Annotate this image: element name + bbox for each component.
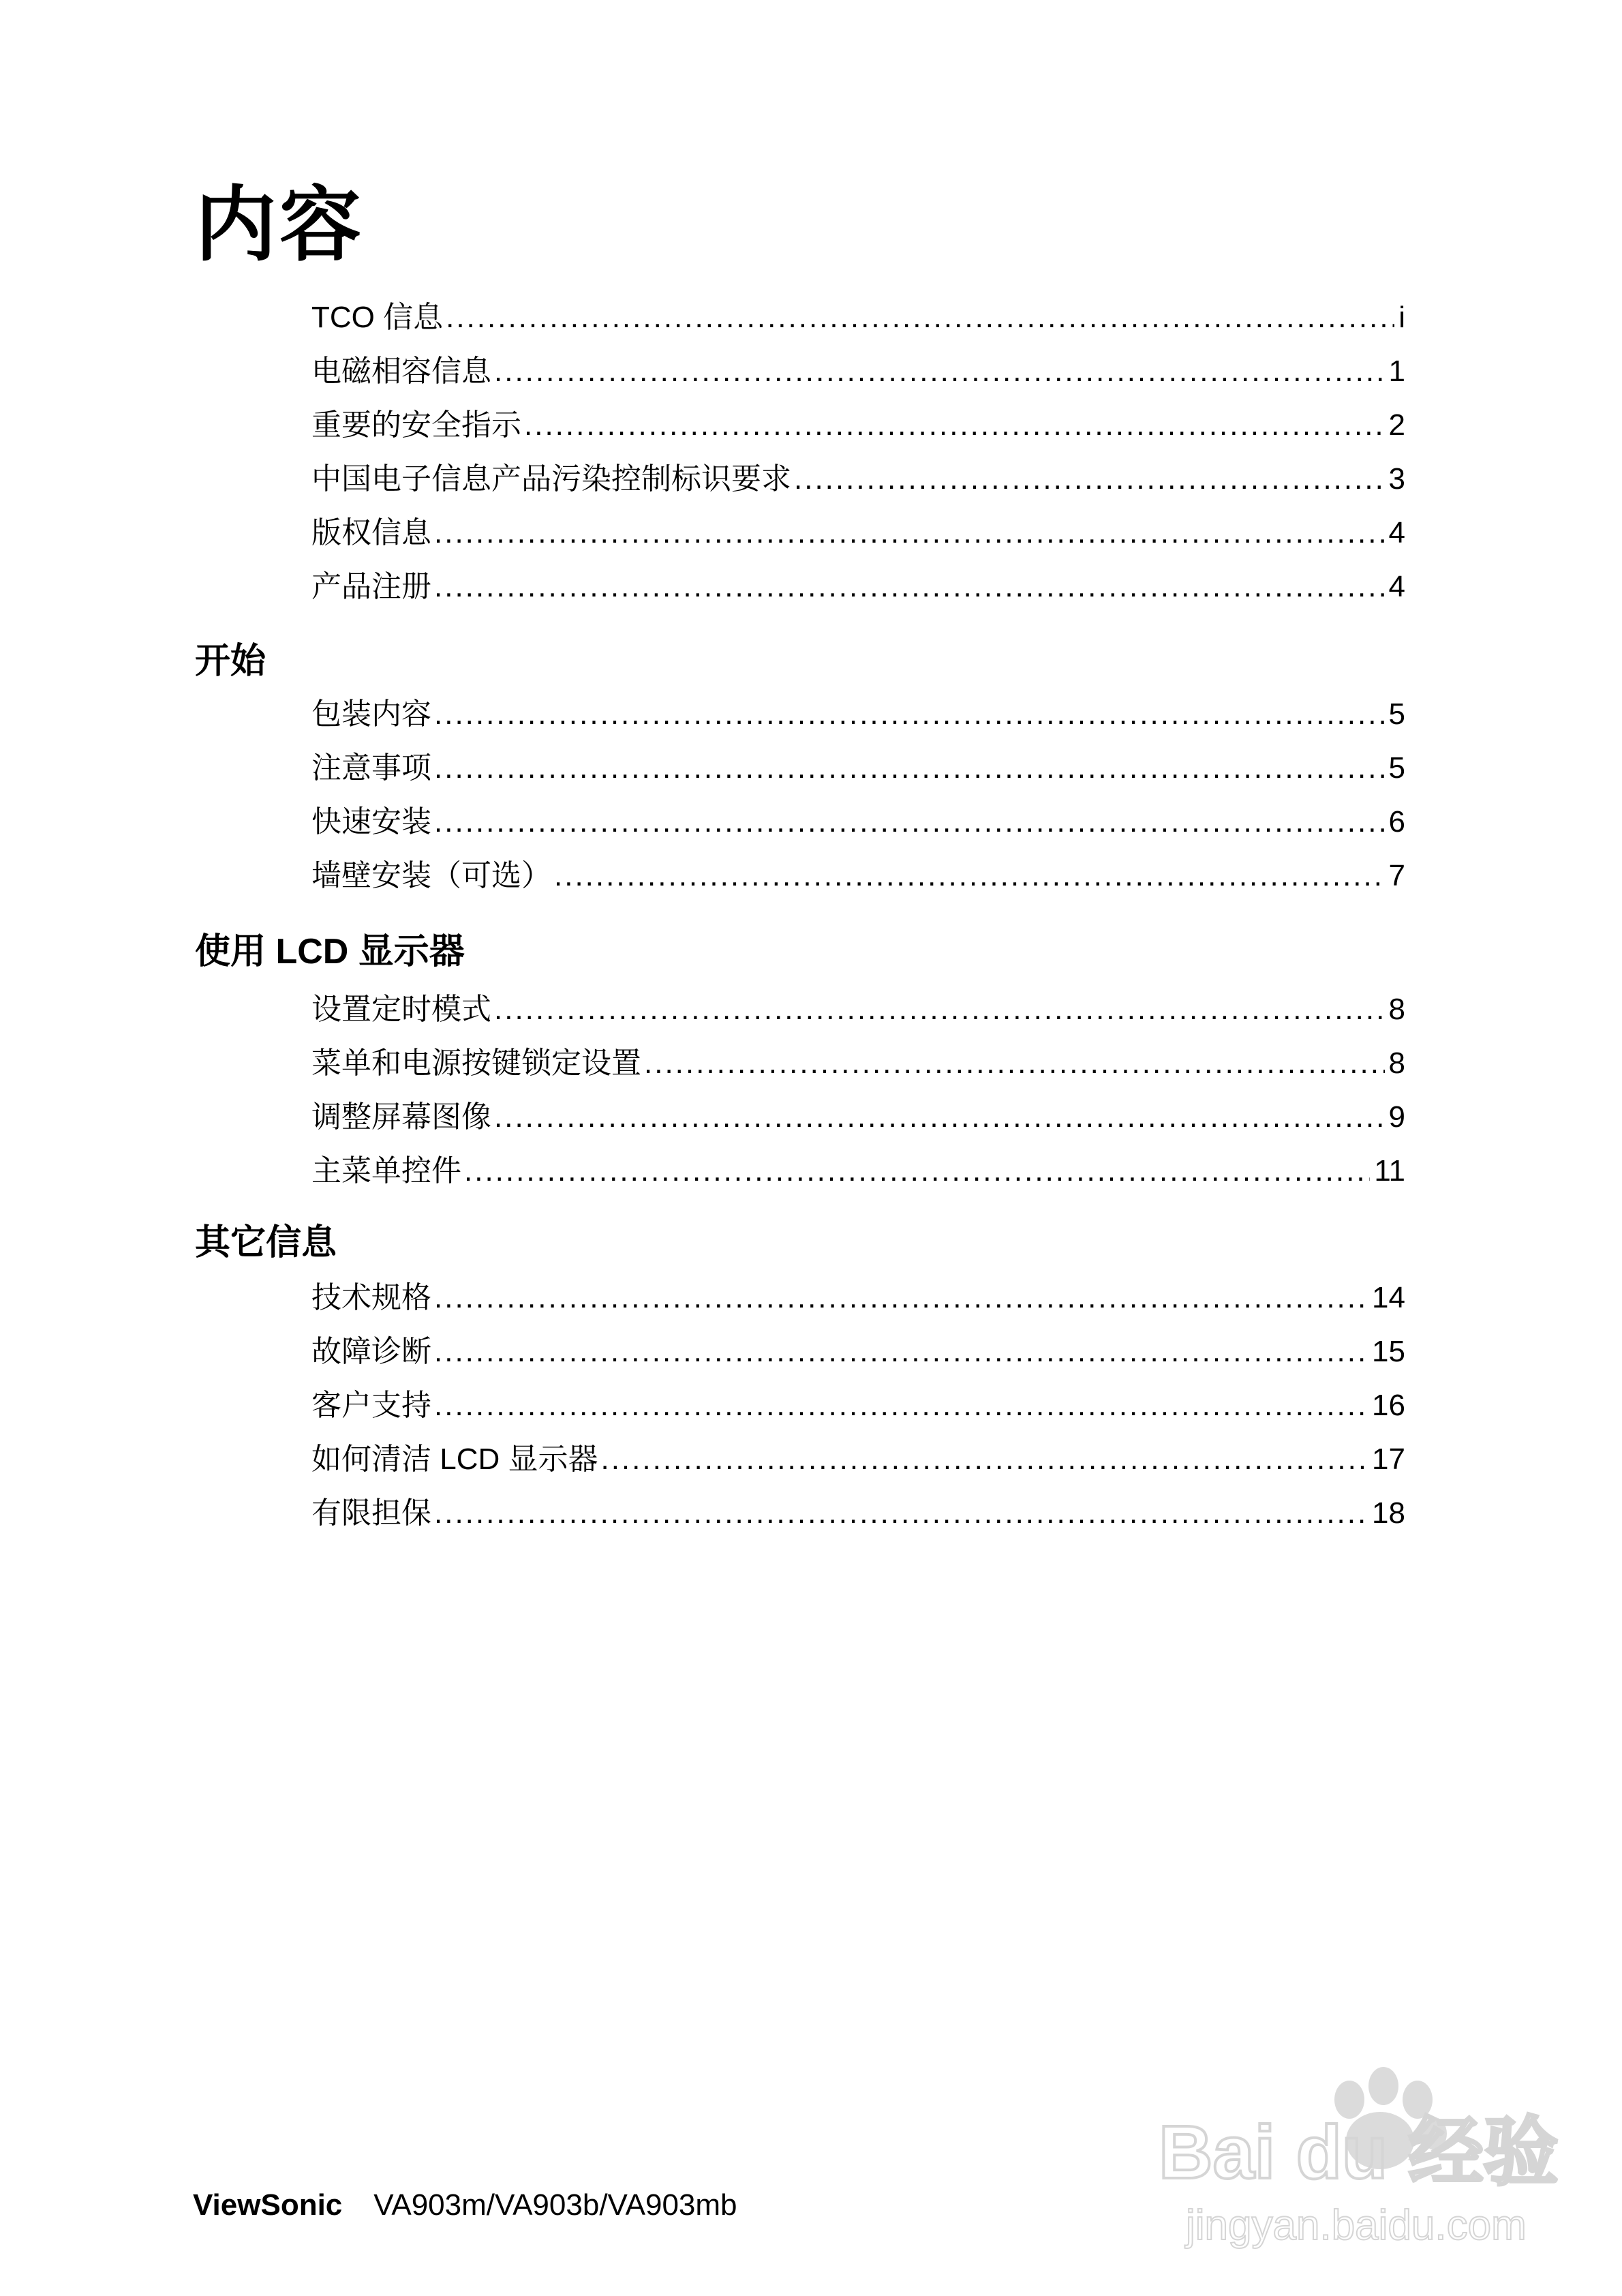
section-heading: 其它信息 — [195, 1223, 337, 1263]
toc-leader-dots — [434, 807, 1385, 837]
toc-entry[interactable] — [311, 518, 1405, 548]
toc-entry-page: 17 — [1372, 1442, 1405, 1476]
toc-entry-page: 18 — [1372, 1496, 1405, 1530]
toc-entry[interactable] — [311, 303, 1405, 333]
section-heading: 使用 LCD 显示器 — [195, 932, 465, 971]
toc-leader-dots — [446, 303, 1394, 333]
toc-entry-label: 包装内容 — [311, 697, 431, 731]
toc-entry-page: 9 — [1388, 1100, 1405, 1134]
toc-entry-label: 主菜单控件 — [311, 1154, 461, 1188]
toc-entry-label: 设置定时模式 — [311, 993, 491, 1026]
toc-leader-dots — [434, 753, 1385, 783]
footer-model: VA903m/VA903b/VA903mb — [373, 2188, 737, 2222]
toc-entry[interactable] — [311, 1156, 1405, 1186]
toc-entry-label: 版权信息 — [311, 516, 431, 549]
toc-entry-label: 产品注册 — [311, 570, 431, 603]
toc-entry-label: 重要的安全指示 — [311, 408, 521, 442]
toc-entry-label: 客户支持 — [311, 1389, 431, 1422]
toc-entry-label: 电磁相容信息 — [311, 354, 491, 388]
watermark-logo: Bai du 经验 — [1159, 2111, 1559, 2194]
toc-entry[interactable] — [311, 1283, 1405, 1313]
toc-entry-page: 4 — [1388, 516, 1405, 549]
toc-entry-page: 5 — [1388, 751, 1405, 785]
toc-entry-page: 2 — [1388, 408, 1405, 442]
toc-entry[interactable] — [311, 753, 1405, 783]
toc-entry[interactable] — [311, 1391, 1405, 1421]
page-title: 内容 — [195, 179, 364, 271]
toc-entry[interactable] — [311, 464, 1405, 494]
toc-entry-page: 1 — [1388, 354, 1405, 388]
toc-entry-page: 7 — [1388, 859, 1405, 892]
toc-leader-dots — [524, 410, 1385, 440]
toc-entry-label: 快速安装 — [311, 805, 431, 839]
toc-leader-dots — [794, 464, 1385, 494]
toc-entry[interactable] — [311, 1337, 1405, 1367]
toc-entry-page: 8 — [1388, 1046, 1405, 1080]
toc-leader-dots — [600, 1445, 1368, 1475]
toc-entry[interactable] — [311, 572, 1405, 602]
toc-entry[interactable] — [311, 699, 1405, 729]
toc-entry-label: 如何清洁 LCD 显示器 — [311, 1442, 598, 1476]
toc-entry-label: 墙壁安装（可选） — [311, 859, 551, 892]
toc-entry-label: 调整屏幕图像 — [311, 1100, 491, 1134]
toc-leader-dots — [494, 1102, 1385, 1132]
toc-entry-page: 5 — [1388, 697, 1405, 731]
toc-entry-page: 4 — [1388, 570, 1405, 603]
footer-brand: ViewSonic — [193, 2188, 343, 2222]
toc-leader-dots — [434, 572, 1385, 602]
toc-entry-page: 8 — [1388, 993, 1405, 1026]
page-footer — [193, 2190, 737, 2220]
toc-entry-page: 14 — [1372, 1281, 1405, 1314]
toc-entry[interactable] — [311, 995, 1405, 1025]
toc-entry[interactable] — [311, 1102, 1405, 1132]
toc-entry-label: 技术规格 — [311, 1281, 431, 1314]
toc-entry-page: i — [1398, 301, 1405, 334]
toc-entry[interactable] — [311, 807, 1405, 837]
toc-entry-label: 菜单和电源按键锁定设置 — [311, 1046, 641, 1080]
toc-entry-page: 11 — [1374, 1154, 1405, 1188]
toc-entry-page: 16 — [1372, 1389, 1405, 1422]
watermark — [1145, 2059, 1567, 2263]
toc-entry[interactable] — [311, 410, 1405, 440]
toc-entry-label: 故障诊断 — [311, 1335, 431, 1368]
toc-entry[interactable] — [311, 354, 1405, 388]
toc-entry-label: 注意事项 — [311, 751, 431, 785]
toc-leader-dots — [434, 1337, 1368, 1367]
toc-leader-dots — [434, 1283, 1368, 1313]
toc-leader-dots — [494, 357, 1385, 387]
toc-entry-label: 有限担保 — [311, 1496, 431, 1530]
section-heading: 开始 — [195, 641, 266, 681]
toc-entry-page: 6 — [1388, 805, 1405, 839]
toc-entry[interactable] — [311, 1498, 1405, 1528]
toc-leader-dots — [554, 861, 1385, 891]
toc-leader-dots — [434, 1498, 1368, 1528]
toc-leader-dots — [644, 1048, 1385, 1078]
toc-leader-dots — [434, 518, 1385, 548]
toc-entry[interactable] — [311, 861, 1405, 891]
toc-entry-page: 3 — [1388, 462, 1405, 496]
toc-leader-dots — [434, 1391, 1368, 1421]
toc-leader-dots — [464, 1156, 1370, 1186]
toc-leader-dots — [494, 995, 1385, 1025]
toc-leader-dots — [434, 699, 1385, 729]
toc-entry[interactable] — [311, 1442, 1405, 1476]
toc-entry[interactable] — [311, 1048, 1405, 1078]
watermark-url: jingyan.baidu.com — [1186, 2202, 1527, 2249]
toc-entry-label: TCO 信息 — [311, 301, 444, 334]
toc-entry-label: 中国电子信息产品污染控制标识要求 — [311, 462, 791, 496]
toc-entry-page: 15 — [1372, 1335, 1405, 1368]
